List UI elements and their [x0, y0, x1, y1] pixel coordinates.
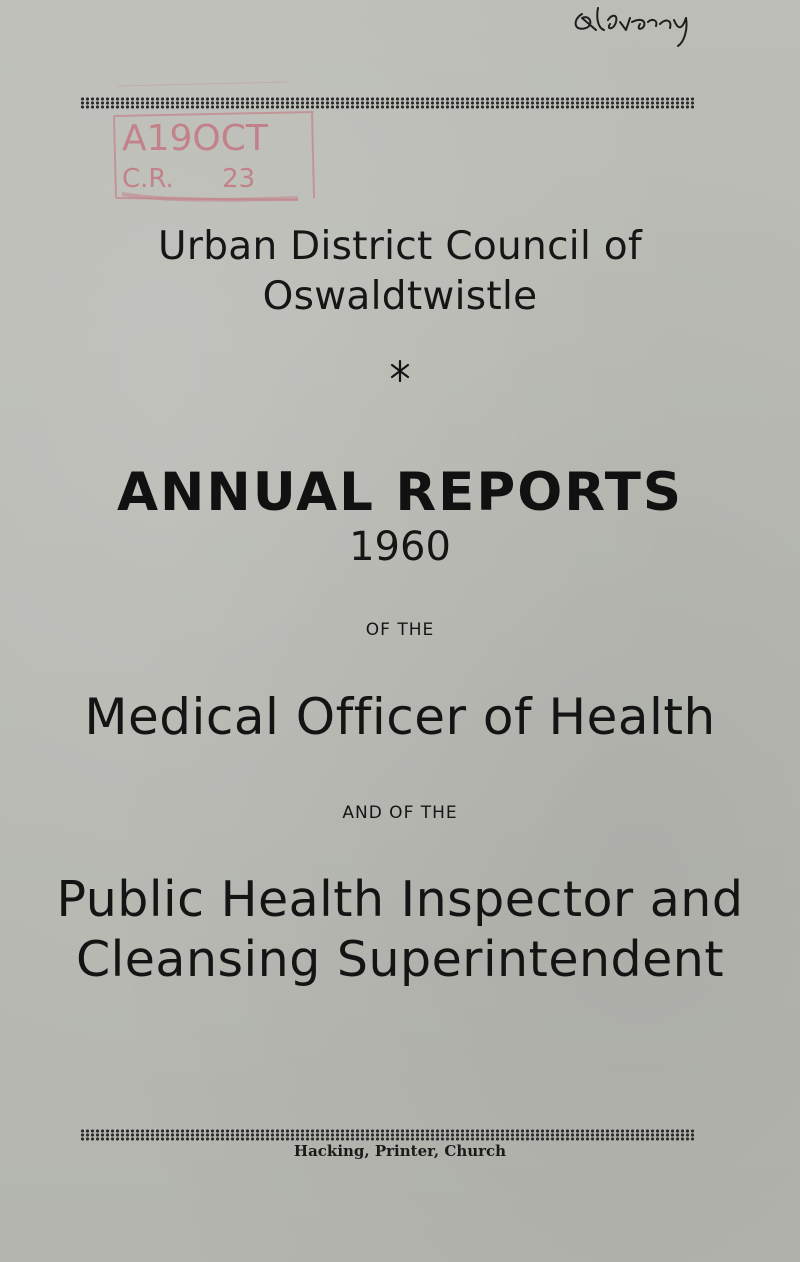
of-the-label: OF THE [365, 620, 435, 640]
medical-officer-heading: Medical Officer of Health [84, 688, 716, 746]
bottom-dotted-rule [80, 1129, 696, 1141]
council-name [0, 222, 800, 322]
report-title: ANNUAL REPORTS [116, 462, 684, 523]
report-year: 1960 [349, 524, 451, 570]
inspector-heading [0, 870, 800, 990]
inspector-line-2: Cleansing Superintendent [75, 931, 725, 988]
council-line-2: Oswaldtwistle [262, 274, 538, 319]
library-date-stamp [108, 76, 318, 202]
stamp-date: A19OCT [122, 118, 268, 159]
asterisk-icon [390, 360, 410, 382]
inspector-line-1: Public Health Inspector and [56, 871, 744, 928]
stamp-reference: C.R. 23 [122, 164, 256, 194]
and-of-the-label: AND OF THE [342, 803, 458, 823]
handwritten-library-note [560, 0, 710, 48]
council-line-1: Urban District Council of [158, 224, 642, 269]
printer-credit: Hacking, Printer, Church [293, 1142, 507, 1160]
